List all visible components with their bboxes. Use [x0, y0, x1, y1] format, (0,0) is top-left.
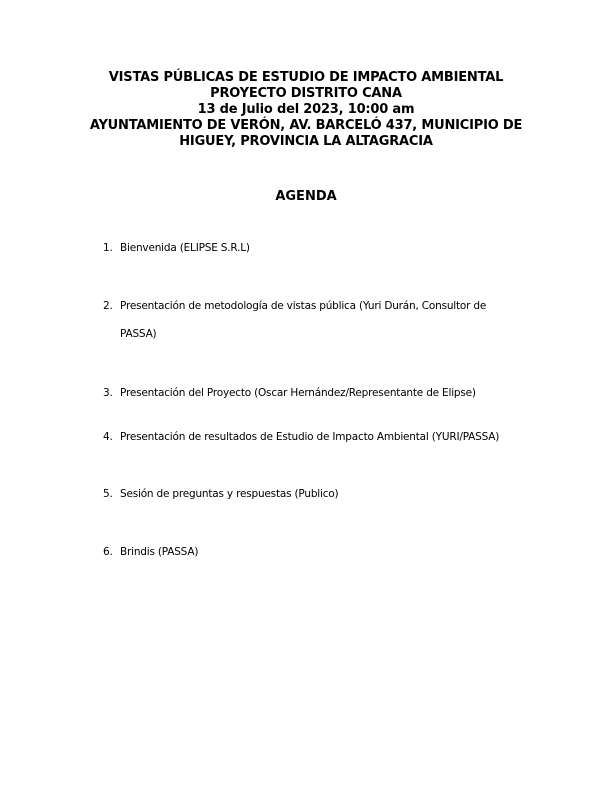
- agenda-item-number: 5.: [103, 488, 113, 500]
- agenda-item-text: Brindis (PASSA): [120, 546, 199, 558]
- agenda-title: AGENDA: [275, 189, 337, 204]
- agenda-item-number: 2.: [103, 300, 113, 312]
- agenda-item-text: Sesión de preguntas y respuestas (Publico): [120, 488, 339, 500]
- agenda-item-text: Bienvenida (ELIPSE S.R.L): [120, 242, 250, 254]
- header-location: AYUNTAMIENTO DE VERÓN, AV. BARCELÓ 437, MUNICIPIO DE: [89, 118, 523, 133]
- agenda-item: [103, 545, 198, 559]
- header-title: VISTAS PÚBLICAS DE ESTUDIO DE IMPACTO AMBIENTAL: [108, 70, 504, 85]
- agenda-item-text: Presentación de resultados de Estudio de Impacto Ambiental (YURI/PASSA): [120, 431, 500, 443]
- agenda-item-text: Presentación del Proyecto (Oscar Hernández/Representante de Elipse): [120, 387, 476, 399]
- agenda-item-text: Presentación de metodología de vistas pública (Yuri Durán, Consultor de: [120, 300, 487, 312]
- agenda-item-number: 1.: [103, 242, 113, 254]
- document-header: [0, 70, 612, 150]
- agenda-item: [103, 386, 476, 400]
- agenda-item: [103, 430, 499, 444]
- agenda-item: [103, 299, 486, 341]
- agenda-item: [103, 241, 250, 255]
- header-project: PROYECTO DISTRITO CANA: [210, 86, 402, 101]
- header-date: 13 de Julio del 2023, 10:00 am: [197, 102, 415, 117]
- agenda-item-number: 4.: [103, 431, 113, 443]
- agenda-item-text-cont: PASSA): [120, 328, 157, 340]
- agenda-item-number: 3.: [103, 387, 113, 399]
- header-location-cont: HIGUEY, PROVINCIA LA ALTAGRACIA: [179, 134, 433, 149]
- agenda-item-number: 6.: [103, 546, 113, 558]
- agenda-item: [103, 487, 338, 501]
